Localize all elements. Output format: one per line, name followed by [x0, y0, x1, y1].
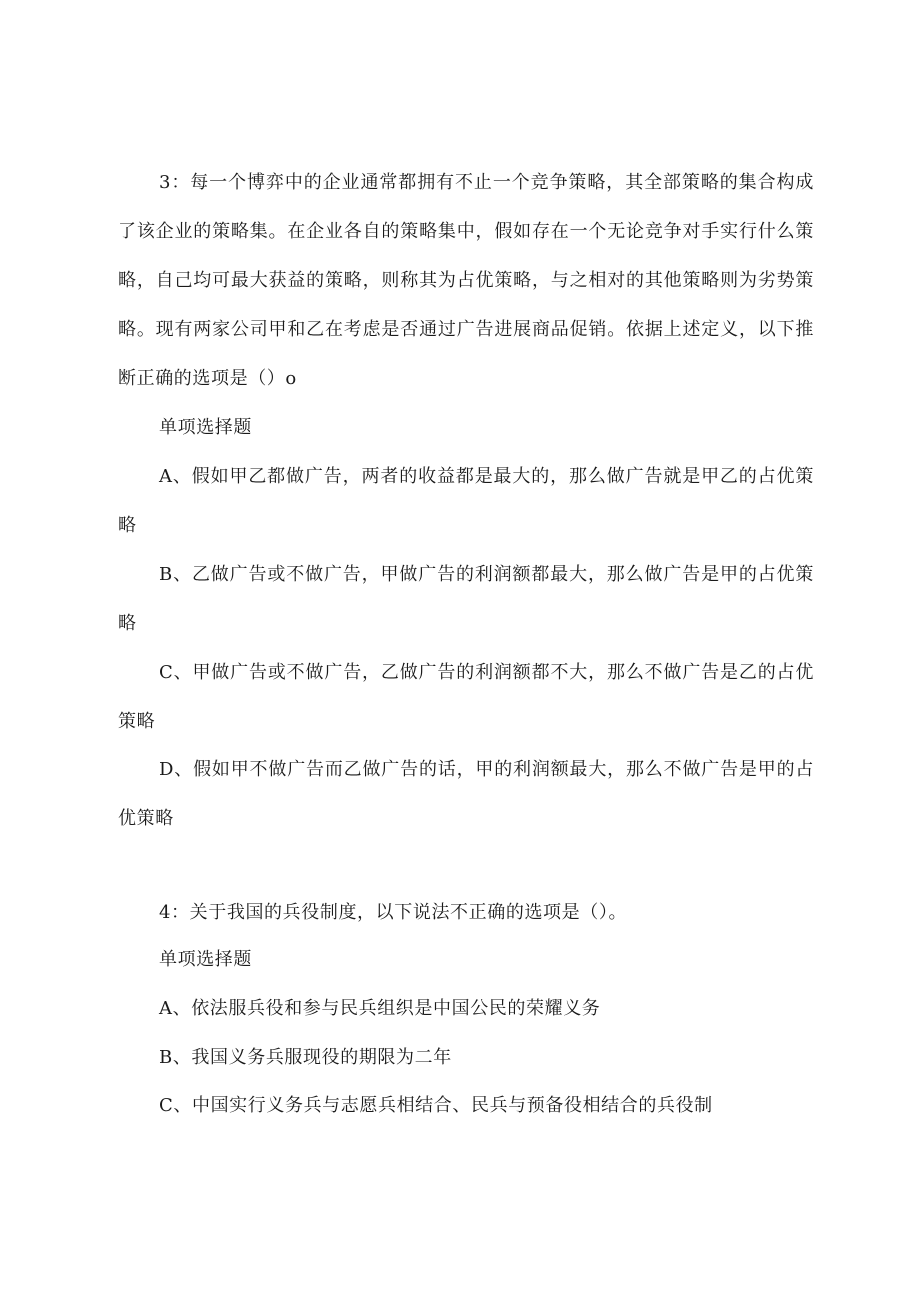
question-4-option-b: B、我国义务兵服现役的期限为二年	[159, 1047, 452, 1068]
question-3-stem: 3：每一个博弈中的企业通常都拥有不止一个竞争策略，其全部策略的集合构成了该企业的策略集。在企业各自的策略集中，假如存在一个无论竞争对手实行什么策略，自己均可最大获益的策略，则称其为占优策略，与之相对的其他策略则为劣势策略。现有两家公司甲和乙在考虑是否通过广告进展商品促销。依据上述定义，以下推断正确的选项是（）o	[118, 172, 814, 389]
question-3-option-d: D、假如甲不做广告而乙做广告的话，甲的利润额最大，那么不做广告是甲的占优策略	[118, 759, 814, 829]
question-4-option-c: C、中国实行义务兵与志愿兵相结合、民兵与预备役相结合的兵役制	[159, 1095, 713, 1116]
question-3-option-a: A、假如甲乙都做广告，两者的收益都是最大的，那么做广告就是甲乙的占优策略	[118, 466, 814, 536]
question-3-type: 单项选择题	[159, 417, 252, 438]
question-4-type: 单项选择题	[159, 949, 252, 970]
question-3-option-c: C、甲做广告或不做广告，乙做广告的利润额都不大，那么不做广告是乙的占优策略	[118, 662, 814, 732]
question-4-option-a: A、依法服兵役和参与民兵组织是中国公民的荣耀义务	[159, 998, 601, 1019]
question-3-option-b: B、乙做广告或不做广告，甲做广告的利润额都最大，那么做广告是甲的占优策略	[118, 564, 814, 634]
question-4-stem: 4：关于我国的兵役制度，以下说法不正确的选项是（）。	[159, 902, 628, 923]
